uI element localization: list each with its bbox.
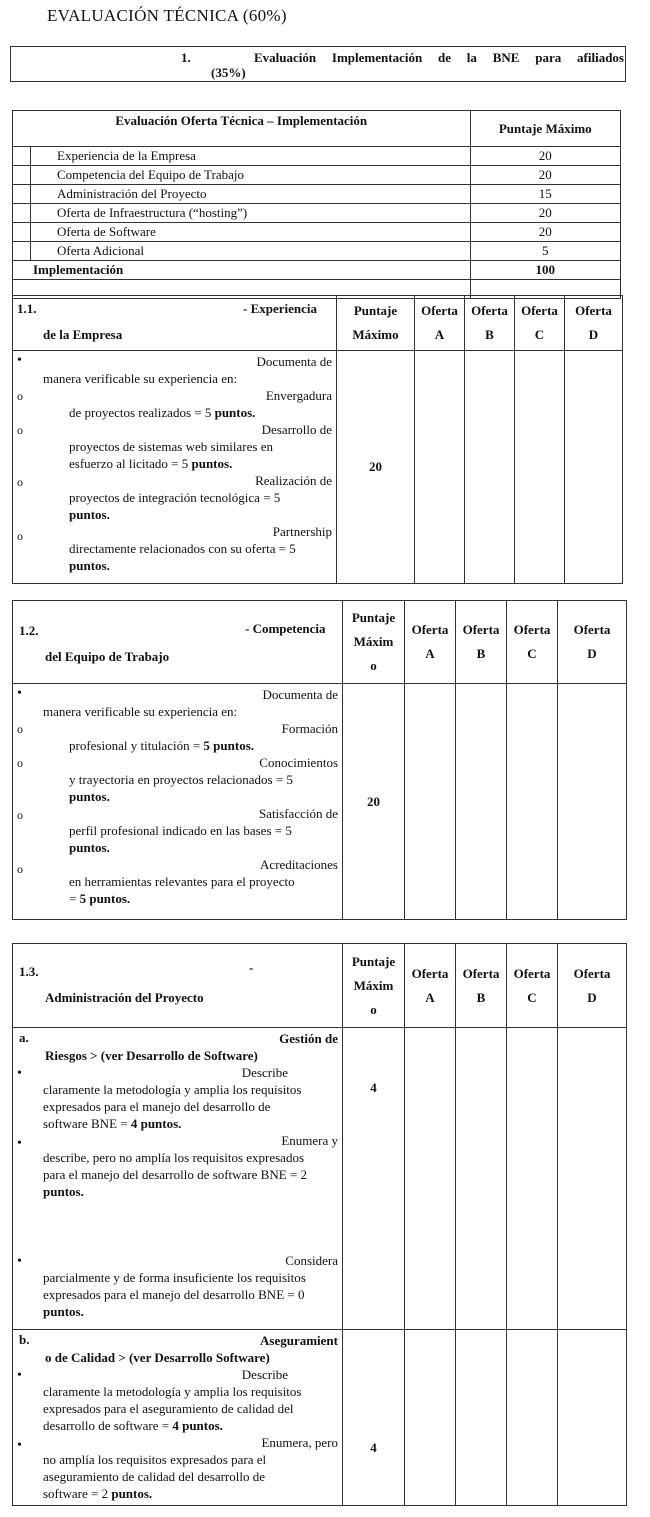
offer-b-header: Oferta B [456,944,507,1028]
offer-a-cell[interactable] [405,1330,456,1506]
table-1-3-title: 1.3. - Administración del Proyecto [13,944,343,1028]
offer-a-cell[interactable] [405,1028,456,1330]
offer-a-cell[interactable] [405,684,456,920]
summary-row: Competencia del Equipo de Trabajo 20 [13,166,621,185]
offer-a-header: Oferta A [405,944,456,1028]
offer-d-header: Oferta D [558,944,627,1028]
table-1-1-score: 20 [337,351,415,584]
offer-c-cell[interactable] [515,351,565,584]
table-1-3-a-criteria: a. Gestión de Riesgos > (ver Desarrollo de Software) • Describe claramente la metodología y amplia los requisitos expresados para el manejo del desarrollo de software BNE = 4 puntos. • Enumera y describe, pero no amplía los requisitos expresados para el manejo del desarrollo de software BNE = 2 puntos. • Considera parcialmente y de forma insuficiente los requisitos expresados para el manejo del desarrollo BNE = 0 puntos. [13,1028,343,1330]
offer-c-header: Oferta C [515,296,565,351]
offer-c-header: Oferta C [507,601,558,684]
offer-b-cell[interactable] [456,1028,507,1330]
section-1-weight: (35%) [211,65,246,80]
offer-c-cell[interactable] [507,1330,558,1506]
summary-row: Oferta de Software 20 [13,223,621,242]
summary-row: Experiencia de la Empresa 20 [13,147,621,166]
puntaje-header: Puntaje Máxim o [343,601,405,684]
table-1-1-criteria: • Documenta de manera verificable su experiencia en: o Envergadura de proyectos realizados = 5 puntos. o Desarrollo de proyectos de sistemas web similares en esfuerzo al licitado = 5 puntos. o Realización de proyectos de integración tecnológica = 5 puntos. o Partnership directamente relacionados con su oferta = 5 puntos. [13,351,337,584]
offer-b-cell[interactable] [456,684,507,920]
puntaje-header: Puntaje Máxim o [343,944,405,1028]
summary-table [12,110,621,299]
table-1-3-a-score: 4 [343,1028,405,1330]
table-1-3-b-criteria: b. Aseguramient o de Calidad > (ver Desarrollo Software) • Describe claramente la metodología y amplia los requisitos expresados para el aseguramiento de calidad del desarrollo de software = 4 puntos. • Enumera, pero no amplía los requisitos expresados para el aseguramiento de calidad del desarrollo de software = 2 puntos. [13,1330,343,1506]
summary-row: Oferta de Infraestructura (“hosting”) 20 [13,204,621,223]
offer-a-cell[interactable] [415,351,465,584]
offer-d-cell[interactable] [558,1028,627,1330]
section-1-box [10,46,626,82]
table-1-3 [12,943,627,1506]
table-1-2-title: 1.2. - Competencia del Equipo de Trabajo [13,601,343,684]
summary-row: Administración del Proyecto 15 [13,185,621,204]
offer-d-header: Oferta D [558,601,627,684]
offer-b-cell[interactable] [465,351,515,584]
offer-d-cell[interactable] [565,351,623,584]
offer-b-header: Oferta B [456,601,507,684]
offer-c-cell[interactable] [507,684,558,920]
offer-c-cell[interactable] [507,1028,558,1330]
table-1-2 [12,600,627,920]
section-1-title: Evaluación Implementación de la BNE para afiliados [254,50,624,65]
offer-b-header: Oferta B [465,296,515,351]
offer-a-header: Oferta A [415,296,465,351]
table-1-3-b-score: 4 [343,1330,405,1506]
offer-a-header: Oferta A [405,601,456,684]
puntaje-header: Puntaje Máximo [337,296,415,351]
offer-d-header: Oferta D [565,296,623,351]
summary-total-row: Implementación 100 [13,261,621,280]
page-title: EVALUACIÓN TÉCNICA (60%) [47,6,287,25]
summary-header-left: Evaluación Oferta Técnica – Implementación [13,111,471,147]
table-1-1 [12,295,623,584]
offer-d-cell[interactable] [558,684,627,920]
offer-c-header: Oferta C [507,944,558,1028]
table-1-1-title: 1.1. - Experiencia de la Empresa [13,296,337,351]
section-1-number: 1. [181,50,191,65]
summary-row: Oferta Adicional 5 [13,242,621,261]
offer-d-cell[interactable] [558,1330,627,1506]
table-1-2-criteria: • Documenta de manera verificable su experiencia en: o Formación profesional y titulación = 5 puntos. o Conocimientos y trayectoria en proyectos relacionados = 5 puntos. o Satisfacción de perfil profesional indicado en las bases = 5 puntos. o Acreditaciones en herramientas relevantes para el proyecto = 5 puntos. [13,684,343,920]
offer-b-cell[interactable] [456,1330,507,1506]
table-1-2-score: 20 [343,684,405,920]
summary-header-right: Puntaje Máximo [470,111,620,147]
